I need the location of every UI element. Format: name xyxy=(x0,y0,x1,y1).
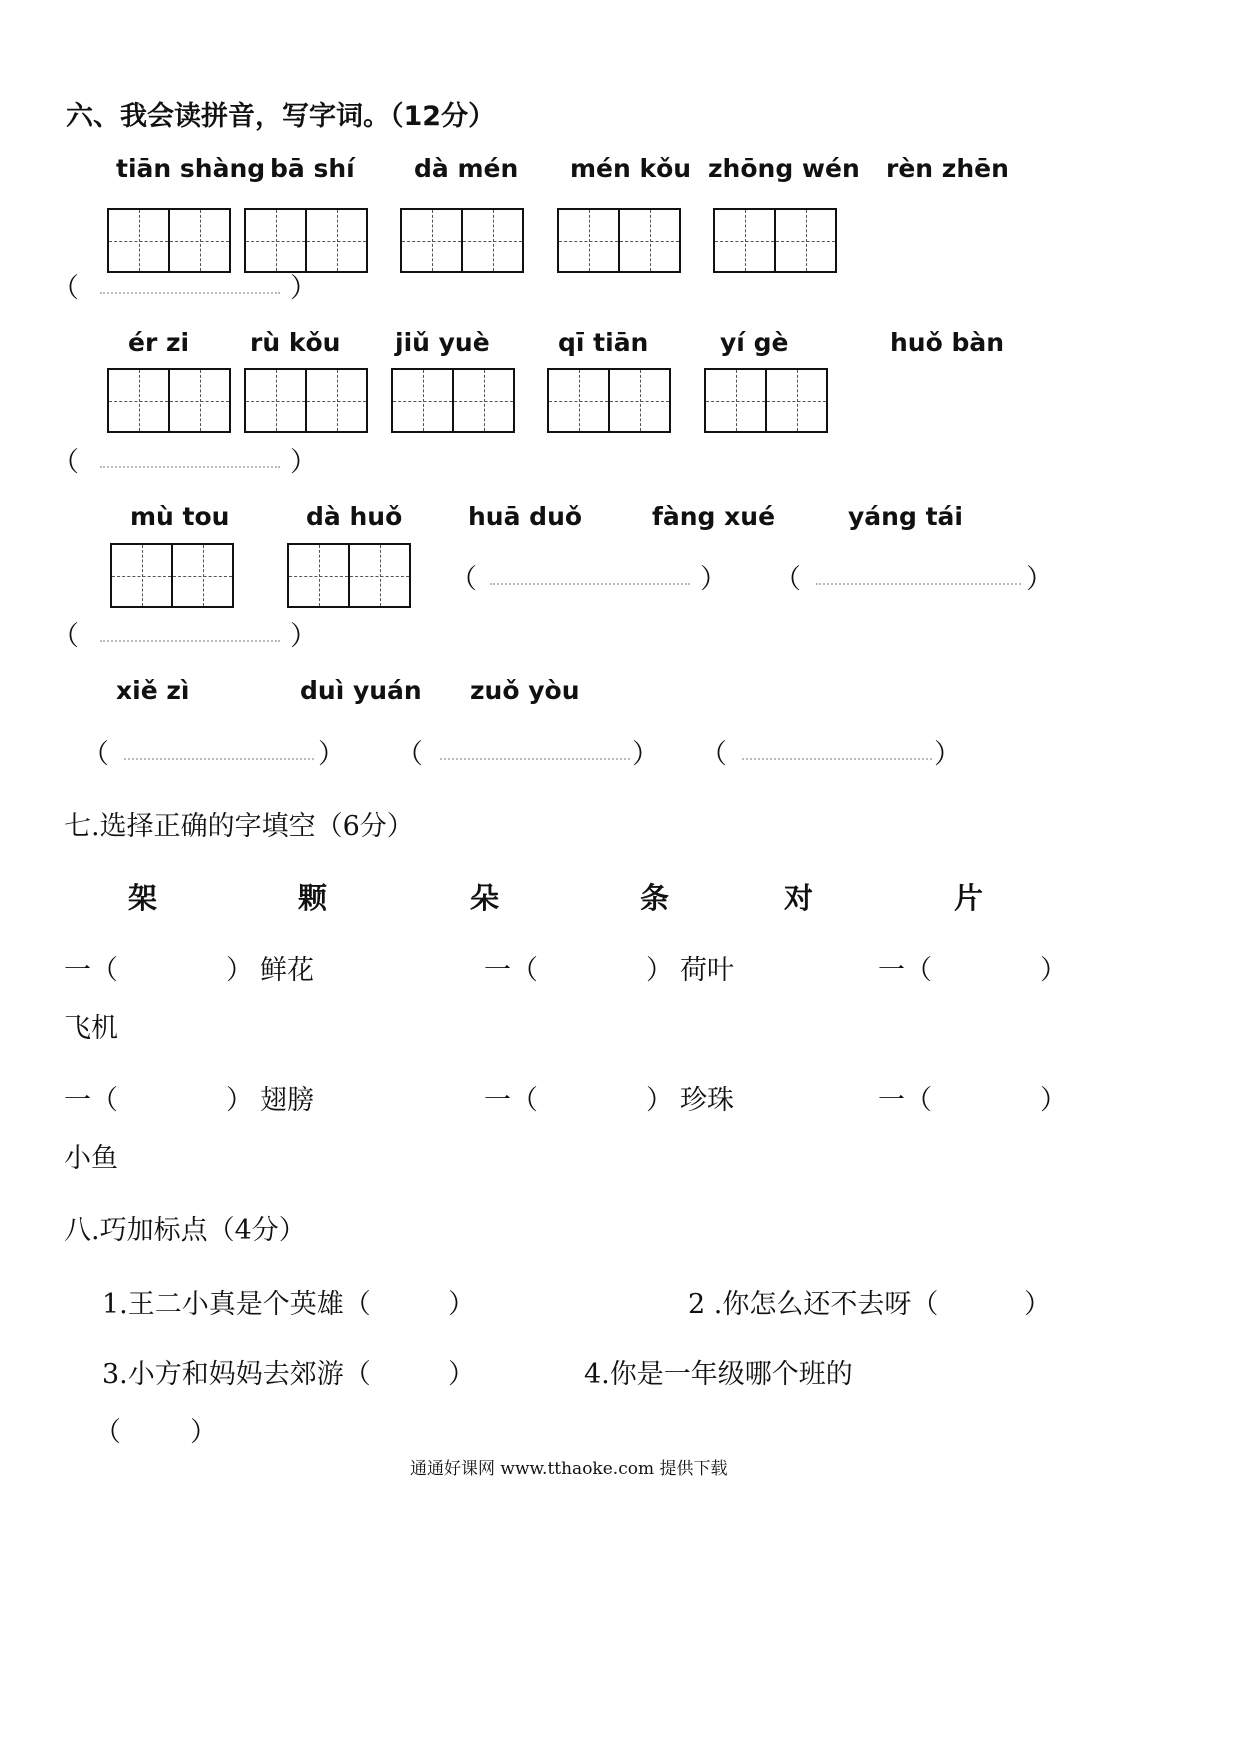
writing-grid[interactable] xyxy=(110,543,234,608)
question-close: ） xyxy=(448,1359,475,1390)
option-char: 颗 xyxy=(298,881,328,915)
pinyin-label: xiě zì xyxy=(116,676,190,705)
section-7-title: 七.选择正确的字填空（6分） xyxy=(64,811,414,842)
pinyin-label: fàng xué xyxy=(652,502,776,531)
pinyin-label: ér zi xyxy=(128,328,190,357)
pinyin-label: duì yuán xyxy=(300,676,422,705)
fill-close: ） xyxy=(646,955,673,986)
writing-grid[interactable] xyxy=(244,208,368,273)
punctuation-question: 4.你是一年级哪个班的 xyxy=(584,1359,853,1390)
writing-grid[interactable] xyxy=(547,368,671,433)
pinyin-label: huǒ bàn xyxy=(890,328,1005,357)
section-8-title: 八.巧加标点（4分） xyxy=(64,1215,306,1246)
fill-prefix: 一（ xyxy=(484,1085,538,1116)
fill-close: ） xyxy=(1040,955,1067,986)
fill-prefix: 一（ xyxy=(64,1085,118,1116)
question-close: ） xyxy=(190,1417,217,1448)
dotted-line xyxy=(742,758,932,760)
answer-blank-close: ） xyxy=(290,273,317,304)
fill-close: ） xyxy=(1040,1085,1067,1116)
fill-close: ） xyxy=(226,955,253,986)
dotted-line xyxy=(490,583,690,585)
dotted-line xyxy=(100,640,280,642)
punctuation-question: 3.小方和妈妈去郊游（ xyxy=(102,1359,371,1390)
writing-grid[interactable] xyxy=(107,208,231,273)
question-close: ） xyxy=(448,1289,475,1320)
fill-prefix: 一（ xyxy=(484,955,538,986)
writing-grid[interactable] xyxy=(107,368,231,433)
answer-blank-open: （ xyxy=(82,739,109,770)
dotted-line xyxy=(100,466,280,468)
writing-grid[interactable] xyxy=(287,543,411,608)
answer-blank-close: ） xyxy=(700,564,727,595)
pinyin-label: zhōng wén xyxy=(708,154,860,183)
pinyin-label: qī tiān xyxy=(558,328,649,357)
answer-blank-close: ） xyxy=(1026,564,1053,595)
pinyin-label: zuǒ yòu xyxy=(470,676,580,705)
answer-blank-close: ） xyxy=(318,739,345,770)
option-char: 朵 xyxy=(470,881,500,915)
answer-blank-open: （ xyxy=(774,564,801,595)
answer-blank-close: ） xyxy=(632,739,659,770)
dotted-line xyxy=(440,758,630,760)
option-char: 对 xyxy=(784,881,814,915)
pinyin-label: yáng tái xyxy=(848,502,963,531)
question-close: ） xyxy=(1024,1289,1051,1320)
option-char: 架 xyxy=(128,881,158,915)
answer-blank-open: （ xyxy=(396,739,423,770)
fill-item: 飞机 xyxy=(64,1013,118,1044)
question-open: （ xyxy=(94,1417,121,1448)
pinyin-label: yí gè xyxy=(720,328,789,357)
pinyin-label: dà mén xyxy=(414,154,519,183)
writing-grid[interactable] xyxy=(704,368,828,433)
writing-grid[interactable] xyxy=(391,368,515,433)
pinyin-label: tiān shàng xyxy=(116,154,266,183)
fill-item: 小鱼 xyxy=(64,1143,118,1174)
writing-grid[interactable] xyxy=(713,208,837,273)
fill-item: 翅膀 xyxy=(260,1085,314,1116)
punctuation-question: 2 .你怎么还不去呀（ xyxy=(688,1289,939,1320)
pinyin-label: rèn zhēn xyxy=(886,154,1009,183)
answer-blank-open: （ xyxy=(700,739,727,770)
answer-blank-open: （ xyxy=(450,564,477,595)
answer-blank-close: ） xyxy=(290,621,317,652)
option-char: 片 xyxy=(954,881,984,915)
pinyin-label: rù kǒu xyxy=(250,328,341,357)
pinyin-label: jiǔ yuè xyxy=(395,328,490,357)
footer-note: 通通好课网 www.tthaoke.com 提供下载 xyxy=(410,1459,728,1479)
answer-blank-open: （ xyxy=(52,621,79,652)
writing-grid[interactable] xyxy=(557,208,681,273)
pinyin-label: mén kǒu xyxy=(570,154,692,183)
fill-item: 珍珠 xyxy=(680,1085,734,1116)
answer-blank-open: （ xyxy=(52,447,79,478)
writing-grid[interactable] xyxy=(400,208,524,273)
fill-close: ） xyxy=(226,1085,253,1116)
option-char: 条 xyxy=(640,881,670,915)
fill-item: 鲜花 xyxy=(260,955,314,986)
answer-blank-close: ） xyxy=(934,739,961,770)
writing-grid[interactable] xyxy=(244,368,368,433)
section-6-title: 六、我会读拼音，写字词。（12分） xyxy=(66,101,496,132)
dotted-line xyxy=(124,758,314,760)
pinyin-label: huā duǒ xyxy=(468,502,583,531)
punctuation-question: 1.王二小真是个英雄（ xyxy=(102,1289,371,1320)
dotted-line xyxy=(100,292,280,294)
pinyin-label: bā shí xyxy=(270,154,355,183)
fill-prefix: 一（ xyxy=(878,1085,932,1116)
dotted-line xyxy=(816,583,1021,585)
answer-blank-open: （ xyxy=(52,273,79,304)
pinyin-label: mù tou xyxy=(130,502,230,531)
answer-blank-close: ） xyxy=(290,447,317,478)
pinyin-label: dà huǒ xyxy=(306,502,403,531)
fill-item: 荷叶 xyxy=(680,955,734,986)
fill-prefix: 一（ xyxy=(878,955,932,986)
fill-prefix: 一（ xyxy=(64,955,118,986)
fill-close: ） xyxy=(646,1085,673,1116)
